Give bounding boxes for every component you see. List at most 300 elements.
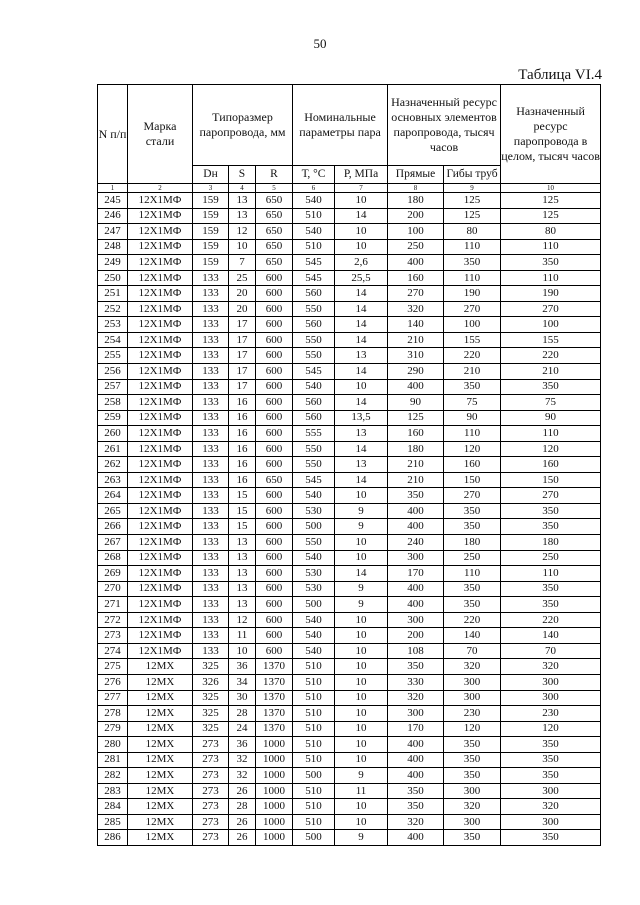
- cell-p: 13: [335, 426, 388, 442]
- cell-total: 180: [501, 535, 601, 551]
- cell-total: 270: [501, 301, 601, 317]
- cell-bends: 350: [444, 830, 501, 846]
- header-steel: Марка стали: [128, 85, 193, 184]
- cell-s: 7: [229, 255, 256, 271]
- cell-p: 10: [335, 535, 388, 551]
- cell-steel: 12Х1МФ: [128, 193, 193, 209]
- cell-r: 600: [256, 286, 293, 302]
- cell-r: 600: [256, 379, 293, 395]
- header-bends: Гибы труб: [444, 166, 501, 184]
- cell-t: 545: [293, 255, 335, 271]
- table-row: [98, 706, 601, 722]
- cell-s: 16: [229, 472, 256, 488]
- table-row: [98, 208, 601, 224]
- cell-steel: 12Х1МФ: [128, 535, 193, 551]
- cell-dn: 325: [193, 706, 229, 722]
- cell-dn: 133: [193, 519, 229, 535]
- cell-steel: 12Х1МФ: [128, 301, 193, 317]
- cell-p: 10: [335, 674, 388, 690]
- cell-p: 14: [335, 208, 388, 224]
- cell-steel: 12МХ: [128, 783, 193, 799]
- cell-r: 600: [256, 597, 293, 613]
- cell-steel: 12Х1МФ: [128, 566, 193, 582]
- cell-r: 650: [256, 224, 293, 240]
- cell-s: 10: [229, 643, 256, 659]
- cell-total: 150: [501, 472, 601, 488]
- cell-straight: 170: [388, 566, 444, 582]
- cell-num: 253: [98, 317, 128, 333]
- cell-straight: 400: [388, 503, 444, 519]
- cell-straight: 350: [388, 488, 444, 504]
- column-number: 5: [256, 184, 293, 193]
- cell-total: 140: [501, 628, 601, 644]
- cell-dn: 133: [193, 270, 229, 286]
- cell-t: 540: [293, 379, 335, 395]
- header-r: R: [256, 166, 293, 184]
- cell-num: 276: [98, 674, 128, 690]
- cell-total: 210: [501, 364, 601, 380]
- cell-dn: 133: [193, 286, 229, 302]
- cell-r: 600: [256, 550, 293, 566]
- cell-s: 25: [229, 270, 256, 286]
- cell-s: 15: [229, 488, 256, 504]
- cell-p: 10: [335, 224, 388, 240]
- cell-steel: 12Х1МФ: [128, 239, 193, 255]
- cell-s: 11: [229, 628, 256, 644]
- cell-num: 261: [98, 441, 128, 457]
- cell-r: 1000: [256, 752, 293, 768]
- cell-p: 10: [335, 814, 388, 830]
- cell-s: 13: [229, 535, 256, 551]
- cell-num: 252: [98, 301, 128, 317]
- cell-steel: 12Х1МФ: [128, 612, 193, 628]
- cell-total: 155: [501, 332, 601, 348]
- cell-total: 160: [501, 457, 601, 473]
- cell-bends: 230: [444, 706, 501, 722]
- cell-straight: 210: [388, 472, 444, 488]
- cell-steel: 12Х1МФ: [128, 395, 193, 411]
- cell-steel: 12Х1МФ: [128, 224, 193, 240]
- cell-bends: 190: [444, 286, 501, 302]
- cell-num: 281: [98, 752, 128, 768]
- cell-steel: 12Х1МФ: [128, 286, 193, 302]
- cell-t: 550: [293, 457, 335, 473]
- table-row: [98, 628, 601, 644]
- cell-dn: 133: [193, 612, 229, 628]
- cell-r: 600: [256, 612, 293, 628]
- cell-bends: 300: [444, 690, 501, 706]
- cell-bends: 350: [444, 768, 501, 784]
- cell-steel: 12Х1МФ: [128, 255, 193, 271]
- cell-s: 28: [229, 706, 256, 722]
- cell-s: 28: [229, 799, 256, 815]
- cell-total: 120: [501, 441, 601, 457]
- cell-p: 10: [335, 193, 388, 209]
- cell-r: 1370: [256, 674, 293, 690]
- cell-dn: 133: [193, 643, 229, 659]
- cell-straight: 330: [388, 674, 444, 690]
- cell-p: 9: [335, 503, 388, 519]
- cell-p: 10: [335, 737, 388, 753]
- cell-steel: 12Х1МФ: [128, 208, 193, 224]
- table-row: [98, 379, 601, 395]
- table-row: [98, 239, 601, 255]
- cell-straight: 200: [388, 208, 444, 224]
- cell-straight: 310: [388, 348, 444, 364]
- table-row: [98, 224, 601, 240]
- cell-r: 600: [256, 348, 293, 364]
- cell-straight: 400: [388, 597, 444, 613]
- cell-r: 1000: [256, 830, 293, 846]
- cell-t: 560: [293, 317, 335, 333]
- cell-num: 284: [98, 799, 128, 815]
- cell-r: 650: [256, 239, 293, 255]
- cell-num: 265: [98, 503, 128, 519]
- cell-total: 110: [501, 270, 601, 286]
- cell-dn: 325: [193, 690, 229, 706]
- cell-straight: 200: [388, 628, 444, 644]
- cell-dn: 273: [193, 799, 229, 815]
- cell-t: 550: [293, 441, 335, 457]
- cell-total: 350: [501, 830, 601, 846]
- cell-bends: 110: [444, 426, 501, 442]
- cell-s: 16: [229, 426, 256, 442]
- cell-p: 2,6: [335, 255, 388, 271]
- cell-steel: 12МХ: [128, 814, 193, 830]
- cell-t: 530: [293, 503, 335, 519]
- cell-bends: 350: [444, 379, 501, 395]
- cell-t: 550: [293, 348, 335, 364]
- table-row: [98, 597, 601, 613]
- cell-steel: 12Х1МФ: [128, 472, 193, 488]
- cell-r: 650: [256, 193, 293, 209]
- cell-s: 13: [229, 550, 256, 566]
- cell-bends: 160: [444, 457, 501, 473]
- cell-p: 14: [335, 441, 388, 457]
- cell-dn: 133: [193, 395, 229, 411]
- cell-num: 255: [98, 348, 128, 364]
- cell-r: 600: [256, 488, 293, 504]
- cell-p: 10: [335, 752, 388, 768]
- cell-straight: 320: [388, 814, 444, 830]
- cell-bends: 75: [444, 395, 501, 411]
- table-row: [98, 472, 601, 488]
- cell-steel: 12Х1МФ: [128, 270, 193, 286]
- cell-r: 600: [256, 581, 293, 597]
- cell-s: 13: [229, 193, 256, 209]
- cell-total: 350: [501, 519, 601, 535]
- table-row: [98, 193, 601, 209]
- cell-t: 510: [293, 674, 335, 690]
- cell-s: 16: [229, 410, 256, 426]
- column-number: 6: [293, 184, 335, 193]
- cell-dn: 273: [193, 814, 229, 830]
- cell-num: 248: [98, 239, 128, 255]
- cell-bends: 150: [444, 472, 501, 488]
- cell-t: 510: [293, 737, 335, 753]
- cell-steel: 12МХ: [128, 768, 193, 784]
- cell-dn: 133: [193, 379, 229, 395]
- header-s: S: [229, 166, 256, 184]
- cell-s: 26: [229, 783, 256, 799]
- cell-total: 75: [501, 395, 601, 411]
- cell-s: 16: [229, 441, 256, 457]
- cell-steel: 12Х1МФ: [128, 457, 193, 473]
- cell-p: 14: [335, 364, 388, 380]
- table-row: [98, 768, 601, 784]
- cell-dn: 133: [193, 332, 229, 348]
- cell-bends: 220: [444, 348, 501, 364]
- cell-t: 510: [293, 208, 335, 224]
- cell-r: 1370: [256, 659, 293, 675]
- cell-r: 600: [256, 301, 293, 317]
- cell-r: 600: [256, 643, 293, 659]
- cell-t: 540: [293, 628, 335, 644]
- cell-dn: 159: [193, 193, 229, 209]
- cell-straight: 90: [388, 395, 444, 411]
- cell-t: 540: [293, 193, 335, 209]
- cell-p: 13: [335, 348, 388, 364]
- cell-bends: 70: [444, 643, 501, 659]
- table-row: [98, 301, 601, 317]
- table-row: [98, 348, 601, 364]
- cell-dn: 133: [193, 426, 229, 442]
- cell-num: 263: [98, 472, 128, 488]
- cell-num: 279: [98, 721, 128, 737]
- cell-r: 600: [256, 426, 293, 442]
- cell-total: 100: [501, 317, 601, 333]
- cell-bends: 250: [444, 550, 501, 566]
- cell-t: 510: [293, 690, 335, 706]
- cell-dn: 273: [193, 830, 229, 846]
- cell-s: 16: [229, 395, 256, 411]
- cell-r: 600: [256, 317, 293, 333]
- cell-r: 600: [256, 628, 293, 644]
- cell-straight: 170: [388, 721, 444, 737]
- cell-t: 500: [293, 830, 335, 846]
- cell-num: 264: [98, 488, 128, 504]
- cell-r: 600: [256, 410, 293, 426]
- cell-p: 10: [335, 628, 388, 644]
- cell-bends: 320: [444, 799, 501, 815]
- table-row: [98, 364, 601, 380]
- cell-s: 30: [229, 690, 256, 706]
- cell-t: 545: [293, 364, 335, 380]
- cell-t: 540: [293, 224, 335, 240]
- cell-total: 230: [501, 706, 601, 722]
- cell-bends: 80: [444, 224, 501, 240]
- cell-straight: 240: [388, 535, 444, 551]
- cell-straight: 180: [388, 193, 444, 209]
- cell-s: 24: [229, 721, 256, 737]
- table-row: [98, 332, 601, 348]
- cell-straight: 350: [388, 783, 444, 799]
- cell-num: 273: [98, 628, 128, 644]
- cell-steel: 12Х1МФ: [128, 550, 193, 566]
- header-size-group: Типоразмер паропровода, мм: [193, 85, 293, 166]
- cell-straight: 350: [388, 659, 444, 675]
- cell-num: 275: [98, 659, 128, 675]
- cell-total: 270: [501, 488, 601, 504]
- cell-num: 272: [98, 612, 128, 628]
- cell-t: 510: [293, 659, 335, 675]
- cell-r: 600: [256, 441, 293, 457]
- cell-num: 251: [98, 286, 128, 302]
- cell-bends: 110: [444, 239, 501, 255]
- cell-total: 320: [501, 659, 601, 675]
- header-p: Р, МПа: [335, 166, 388, 184]
- cell-bends: 270: [444, 301, 501, 317]
- cell-t: 540: [293, 643, 335, 659]
- cell-r: 1000: [256, 768, 293, 784]
- column-number: 3: [193, 184, 229, 193]
- table-row: [98, 737, 601, 753]
- cell-bends: 350: [444, 519, 501, 535]
- cell-t: 555: [293, 426, 335, 442]
- cell-total: 110: [501, 239, 601, 255]
- cell-p: 10: [335, 550, 388, 566]
- table-row: [98, 643, 601, 659]
- cell-steel: 12Х1МФ: [128, 519, 193, 535]
- cell-steel: 12Х1МФ: [128, 581, 193, 597]
- cell-total: 300: [501, 814, 601, 830]
- cell-steel: 12МХ: [128, 706, 193, 722]
- cell-bends: 350: [444, 255, 501, 271]
- table-body: [98, 193, 601, 846]
- cell-bends: 110: [444, 566, 501, 582]
- table-row: [98, 426, 601, 442]
- cell-total: 220: [501, 348, 601, 364]
- cell-straight: 250: [388, 239, 444, 255]
- cell-straight: 400: [388, 830, 444, 846]
- cell-steel: 12МХ: [128, 799, 193, 815]
- cell-s: 36: [229, 737, 256, 753]
- cell-dn: 273: [193, 783, 229, 799]
- cell-straight: 100: [388, 224, 444, 240]
- cell-num: 271: [98, 597, 128, 613]
- cell-straight: 125: [388, 410, 444, 426]
- cell-r: 600: [256, 503, 293, 519]
- cell-t: 545: [293, 270, 335, 286]
- table-row: [98, 814, 601, 830]
- table-row: [98, 535, 601, 551]
- cell-s: 34: [229, 674, 256, 690]
- cell-straight: 350: [388, 799, 444, 815]
- cell-bends: 100: [444, 317, 501, 333]
- cell-straight: 400: [388, 752, 444, 768]
- cell-bends: 125: [444, 208, 501, 224]
- cell-straight: 160: [388, 426, 444, 442]
- column-number: 7: [335, 184, 388, 193]
- cell-bends: 90: [444, 410, 501, 426]
- cell-steel: 12МХ: [128, 752, 193, 768]
- cell-bends: 300: [444, 814, 501, 830]
- cell-straight: 210: [388, 332, 444, 348]
- column-number: 8: [388, 184, 444, 193]
- cell-num: 278: [98, 706, 128, 722]
- cell-s: 17: [229, 364, 256, 380]
- table-row: [98, 581, 601, 597]
- cell-r: 1370: [256, 721, 293, 737]
- cell-num: 274: [98, 643, 128, 659]
- cell-p: 10: [335, 239, 388, 255]
- cell-r: 600: [256, 395, 293, 411]
- cell-bends: 320: [444, 659, 501, 675]
- table-row: [98, 441, 601, 457]
- cell-r: 1370: [256, 706, 293, 722]
- table-row: [98, 783, 601, 799]
- cell-steel: 12МХ: [128, 721, 193, 737]
- cell-p: 9: [335, 597, 388, 613]
- cell-t: 530: [293, 566, 335, 582]
- cell-dn: 133: [193, 410, 229, 426]
- cell-dn: 133: [193, 503, 229, 519]
- cell-total: 250: [501, 550, 601, 566]
- cell-p: 14: [335, 332, 388, 348]
- cell-bends: 120: [444, 441, 501, 457]
- cell-dn: 133: [193, 301, 229, 317]
- table-row: [98, 690, 601, 706]
- cell-s: 17: [229, 379, 256, 395]
- cell-dn: 273: [193, 737, 229, 753]
- column-number: 2: [128, 184, 193, 193]
- cell-p: 10: [335, 706, 388, 722]
- cell-bends: 270: [444, 488, 501, 504]
- cell-num: 267: [98, 535, 128, 551]
- cell-total: 125: [501, 193, 601, 209]
- resource-table: [97, 84, 601, 846]
- cell-p: 13: [335, 457, 388, 473]
- cell-straight: 400: [388, 255, 444, 271]
- cell-s: 12: [229, 612, 256, 628]
- cell-r: 600: [256, 566, 293, 582]
- cell-bends: 120: [444, 721, 501, 737]
- cell-total: 350: [501, 597, 601, 613]
- cell-r: 650: [256, 255, 293, 271]
- cell-steel: 12МХ: [128, 737, 193, 753]
- cell-t: 510: [293, 706, 335, 722]
- table-row: [98, 503, 601, 519]
- cell-t: 540: [293, 488, 335, 504]
- cell-t: 560: [293, 286, 335, 302]
- cell-steel: 12Х1МФ: [128, 317, 193, 333]
- cell-steel: 12Х1МФ: [128, 503, 193, 519]
- cell-steel: 12МХ: [128, 830, 193, 846]
- cell-r: 600: [256, 535, 293, 551]
- column-number: 10: [501, 184, 601, 193]
- cell-dn: 325: [193, 659, 229, 675]
- cell-steel: 12Х1МФ: [128, 628, 193, 644]
- cell-num: 268: [98, 550, 128, 566]
- cell-num: 269: [98, 566, 128, 582]
- cell-s: 12: [229, 224, 256, 240]
- cell-p: 25,5: [335, 270, 388, 286]
- cell-straight: 270: [388, 286, 444, 302]
- cell-straight: 140: [388, 317, 444, 333]
- cell-straight: 290: [388, 364, 444, 380]
- cell-num: 262: [98, 457, 128, 473]
- cell-s: 13: [229, 597, 256, 613]
- cell-total: 300: [501, 690, 601, 706]
- cell-r: 1000: [256, 814, 293, 830]
- cell-total: 125: [501, 208, 601, 224]
- cell-s: 13: [229, 566, 256, 582]
- cell-r: 1000: [256, 737, 293, 753]
- cell-s: 15: [229, 503, 256, 519]
- cell-p: 10: [335, 799, 388, 815]
- cell-bends: 155: [444, 332, 501, 348]
- table-row: [98, 721, 601, 737]
